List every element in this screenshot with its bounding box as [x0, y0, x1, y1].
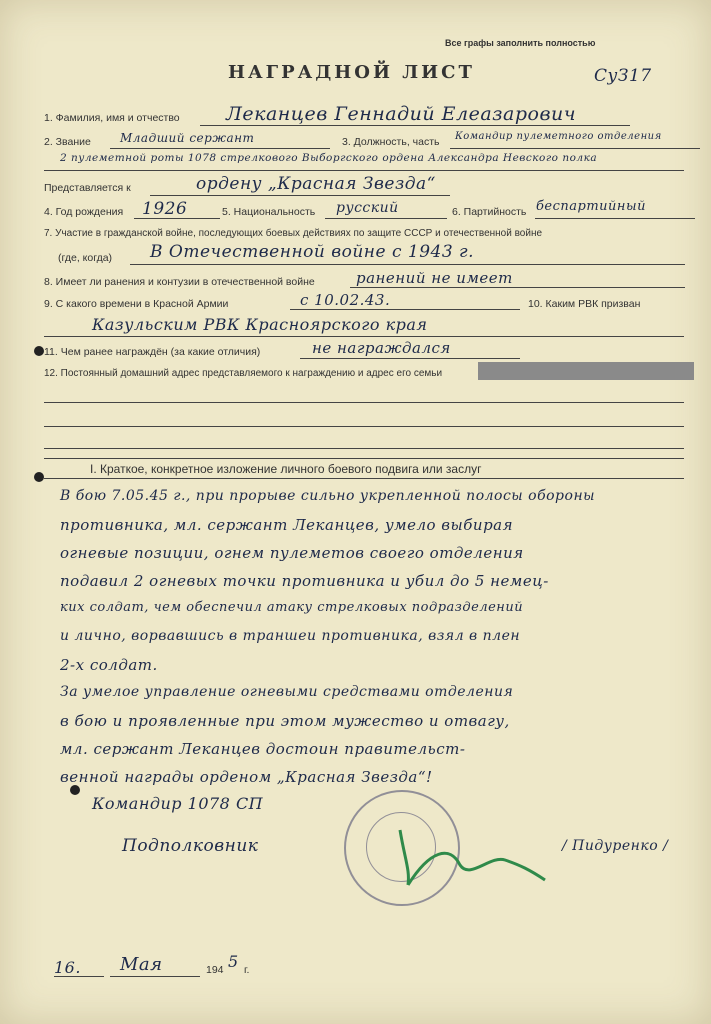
redacted-address	[478, 362, 694, 380]
represented-value: ордену „Красная Звезда“	[196, 174, 436, 194]
narrative-line: За умелое управление огневыми средствами отделения	[60, 684, 514, 700]
narrative-line: 2-х солдат.	[60, 656, 158, 674]
punch-hole-1	[34, 346, 44, 356]
field-5-label: 5. Национальность	[222, 206, 316, 218]
commander-line: Командир 1078 СП	[92, 794, 264, 813]
field-7-value: В Отечественной войне с 1943 г.	[150, 242, 475, 262]
narrative-line: венной награды орденом „Красная Звезда“!	[60, 768, 433, 786]
date-day: 16.	[54, 958, 81, 977]
field-8-value: ранений не имеет	[356, 269, 513, 287]
section-heading: I. Краткое, конкретное изложение личного боевого подвига или заслуг	[90, 462, 482, 476]
field-2-label: 2. Звание	[44, 136, 91, 148]
field-5-value: русский	[336, 200, 399, 216]
field-8-label: 8. Имеет ли ранения и контузии в отечественной войне	[44, 276, 315, 288]
green-signature	[380, 810, 550, 900]
field-6-label: 6. Партийность	[452, 206, 527, 218]
punch-hole-3	[70, 785, 80, 795]
date-year-prefix: 194	[206, 964, 224, 976]
field-10-label: 10. Каким РВК призван	[528, 298, 641, 310]
field-1-value: Леканцев Геннадий Елеазарович	[226, 103, 577, 125]
punch-hole-2	[34, 472, 44, 482]
field-7-label-b: (где, когда)	[58, 252, 113, 264]
page-title: НАГРАДНОЙ ЛИСТ	[228, 62, 475, 83]
narrative-line: противника, мл. сержант Леканцев, умело выбирая	[60, 516, 514, 534]
field-2-value: Младший сержант	[120, 131, 255, 145]
narrative-line: и лично, ворвавшись в траншеи противника, взял в плен	[60, 628, 521, 644]
field-12-label: 12. Постоянный домашний адрес представляемого к награждению и адрес его семьи	[44, 368, 443, 379]
field-9-value: с 10.02.43.	[300, 291, 391, 309]
narrative-line: В бою 7.05.45 г., при прорыве сильно укрепленной полосы обороны	[60, 488, 596, 504]
field-7-label-a: 7. Участие в гражданской войне, последующих боевых действиях по защите СССР и отечественной войне	[44, 228, 543, 239]
date-year-hand: 5	[228, 952, 239, 971]
field-3-value-b: 2 пулеметной роты 1078 стрелкового Выборгского ордена Александра Невского полка	[60, 152, 598, 164]
field-11-label: 11. Чем ранее награждён (за какие отличия)	[44, 346, 261, 358]
date-month: Мая	[120, 954, 163, 975]
field-3-value-a: Командир пулеметного отделения	[455, 131, 662, 142]
corner-mark: СуЗ17	[594, 66, 652, 86]
narrative-line: мл. сержант Леканцев достоин правительст-	[60, 740, 466, 758]
signer-name: / Пидуренко /	[562, 838, 669, 854]
field-9-label: 9. С какого времени в Красной Армии	[44, 298, 229, 310]
narrative-line: в бою и проявленные при этом мужество и отвагу,	[60, 712, 510, 730]
fill-all-note: Все графы заполнить полностью	[445, 38, 596, 48]
field-11-value: не награждался	[312, 339, 451, 357]
represented-label: Представляется к	[44, 182, 131, 194]
field-3-label: 3. Должность, часть	[342, 136, 440, 148]
narrative-line: огневые позиции, огнем пулеметов своего отделения	[60, 544, 524, 562]
rank-line: Подполковник	[122, 836, 259, 856]
narrative-line: подавил 2 огневых точки противника и убил до 5 немец-	[60, 572, 549, 590]
field-1-label: 1. Фамилия, имя и отчество	[44, 112, 180, 124]
date-year-suffix: г.	[244, 964, 250, 976]
field-4-value: 1926	[142, 199, 188, 219]
field-10-value: Казульским РВК Красноярского края	[92, 315, 428, 334]
field-4-label: 4. Год рождения	[44, 206, 124, 218]
field-6-value: беспартийный	[536, 199, 646, 214]
narrative-line: ких солдат, чем обеспечил атаку стрелковых подразделений	[60, 600, 524, 615]
